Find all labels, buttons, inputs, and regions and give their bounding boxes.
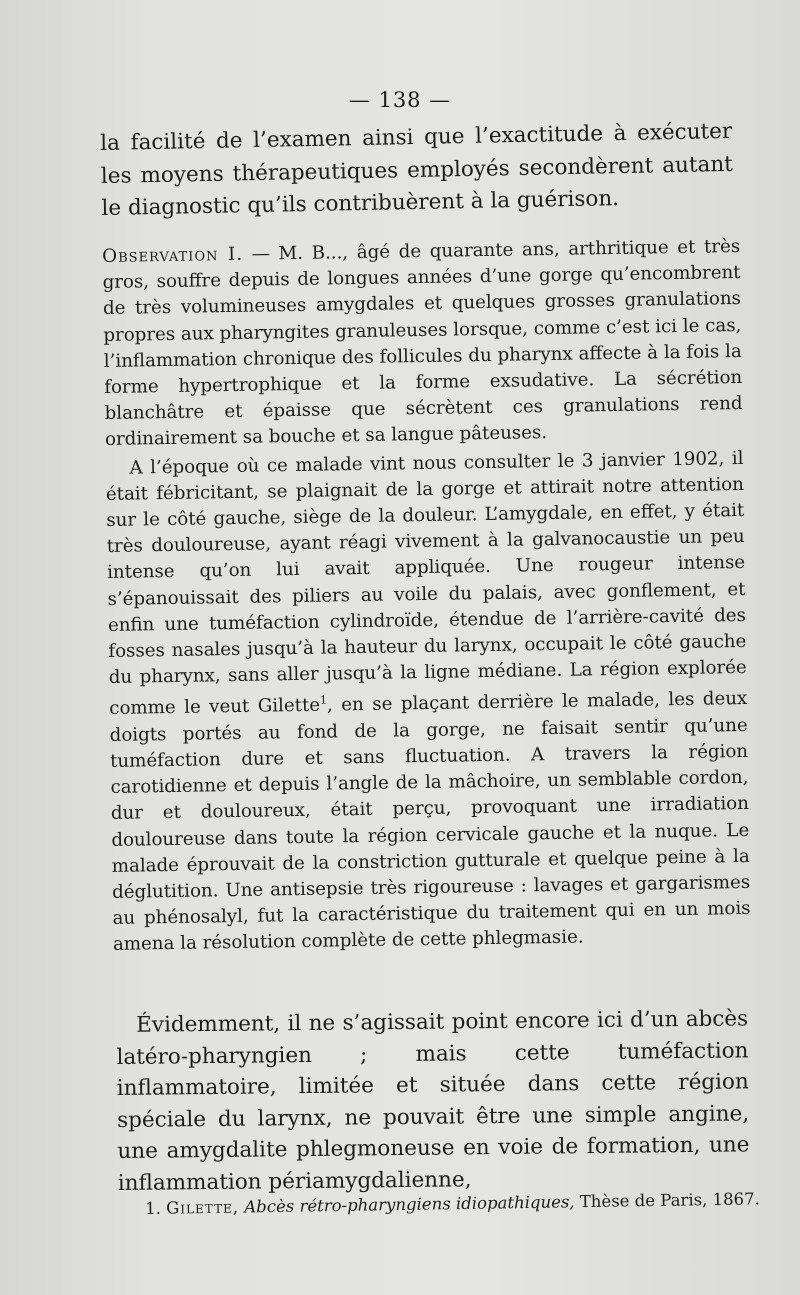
footnote-title: Abcès rétro-pharyngiens idiopathiques, [244, 1192, 575, 1217]
footnote-author: Gilette, [166, 1197, 240, 1218]
observation-paragraph-1 [102, 234, 743, 454]
footnote-number: 1. [145, 1198, 162, 1218]
observation-paragraph-1-text: — M. B..., âgé de quarante ans, arthritique et très gros, souffre depuis de longues années d’une gorge qu’encombrent de très volumineuses amygdales et quelques grosses granulations propres aux pharyngites granuleuses lorsque, comme c’est ici le cas, l’inflammation chronique des follicules du pharynx affecte à la fois la forme hypertrophique et la forme exsudative. La sécrétion blanchâtre et épaisse que sécrètent ces granulations rend ordinairement sa bouche et sa langue pâteuses. [102, 235, 743, 451]
intro-paragraph: la facilité de l’examen ainsi que l’exactitude à exécuter les moyens thérapeutiques employés secondèrent autant le diagnostic qu’ils contribuèrent à la guérison. [100, 118, 734, 221]
observation-label: Observation I. [102, 243, 244, 267]
observation-paragraph-2-text-a: A l’époque où ce malade vint nous consulter le 3 janvier 1902, il était fébricitant, se plaignait de la gorge et attirait notre attention sur le côté gauche, siège de la douleur. L’amygdale, en effet, y était très douloureuse, ayant réagi vivement à la galvanocaustie un peu intense qu’on lui avait appliquée. Une rougeur intense s’épanouissait des piliers au voile du palais, avec gonflement, et enfin une tuméfaction cylindroïde, étendue de l’arrière-cavité des fosses nasales jusqu’à la hauteur du larynx, occupait le côté gauche du pharynx, sans aller jusqu’à la ligne médiane. La région explorée comme le veut Gilette [105, 447, 747, 720]
observation-paragraph-2-text-b: , en se plaçant derrière le malade, les deux doigts portés au fond de la gorge, ne faisait sentir qu’une tuméfaction dure et sans fluctuation. A travers la région carotidienne et depuis l’angle de la mâchoire, un semblable cordon, dur et douloureux, était perçu, provoquant une irradiation douloureuse dans toute la région cervicale gauche et la nuque. Le malade éprouvait de la constriction gutturale et quelque peine à la déglutition. Une antisepsie très rigoureuse : lavages et gargarismes au phénosalyl, fut la caractéristique du traitement qui en un mois amena la résolution complète de cette phlegmasie. [109, 688, 751, 956]
page-number: — 138 — [348, 88, 452, 112]
observation-paragraph-2 [105, 446, 751, 959]
main-paragraph: Évidemment, il ne s’agissait point encore ici d’un abcès latéro-pharyngien ; mais cette tuméfaction inflammatoire, limitée et située dans cette région spéciale du larynx, ne pouvait être une simple angine, une amygdalite phlegmoneuse en voie de formation, une inflammation périamygdalienne, [116, 1006, 750, 1196]
observation-block [102, 234, 751, 958]
footnote-rest: Thèse de Paris, 1867. [574, 1189, 760, 1212]
footnote-reference: 1 [319, 693, 328, 708]
